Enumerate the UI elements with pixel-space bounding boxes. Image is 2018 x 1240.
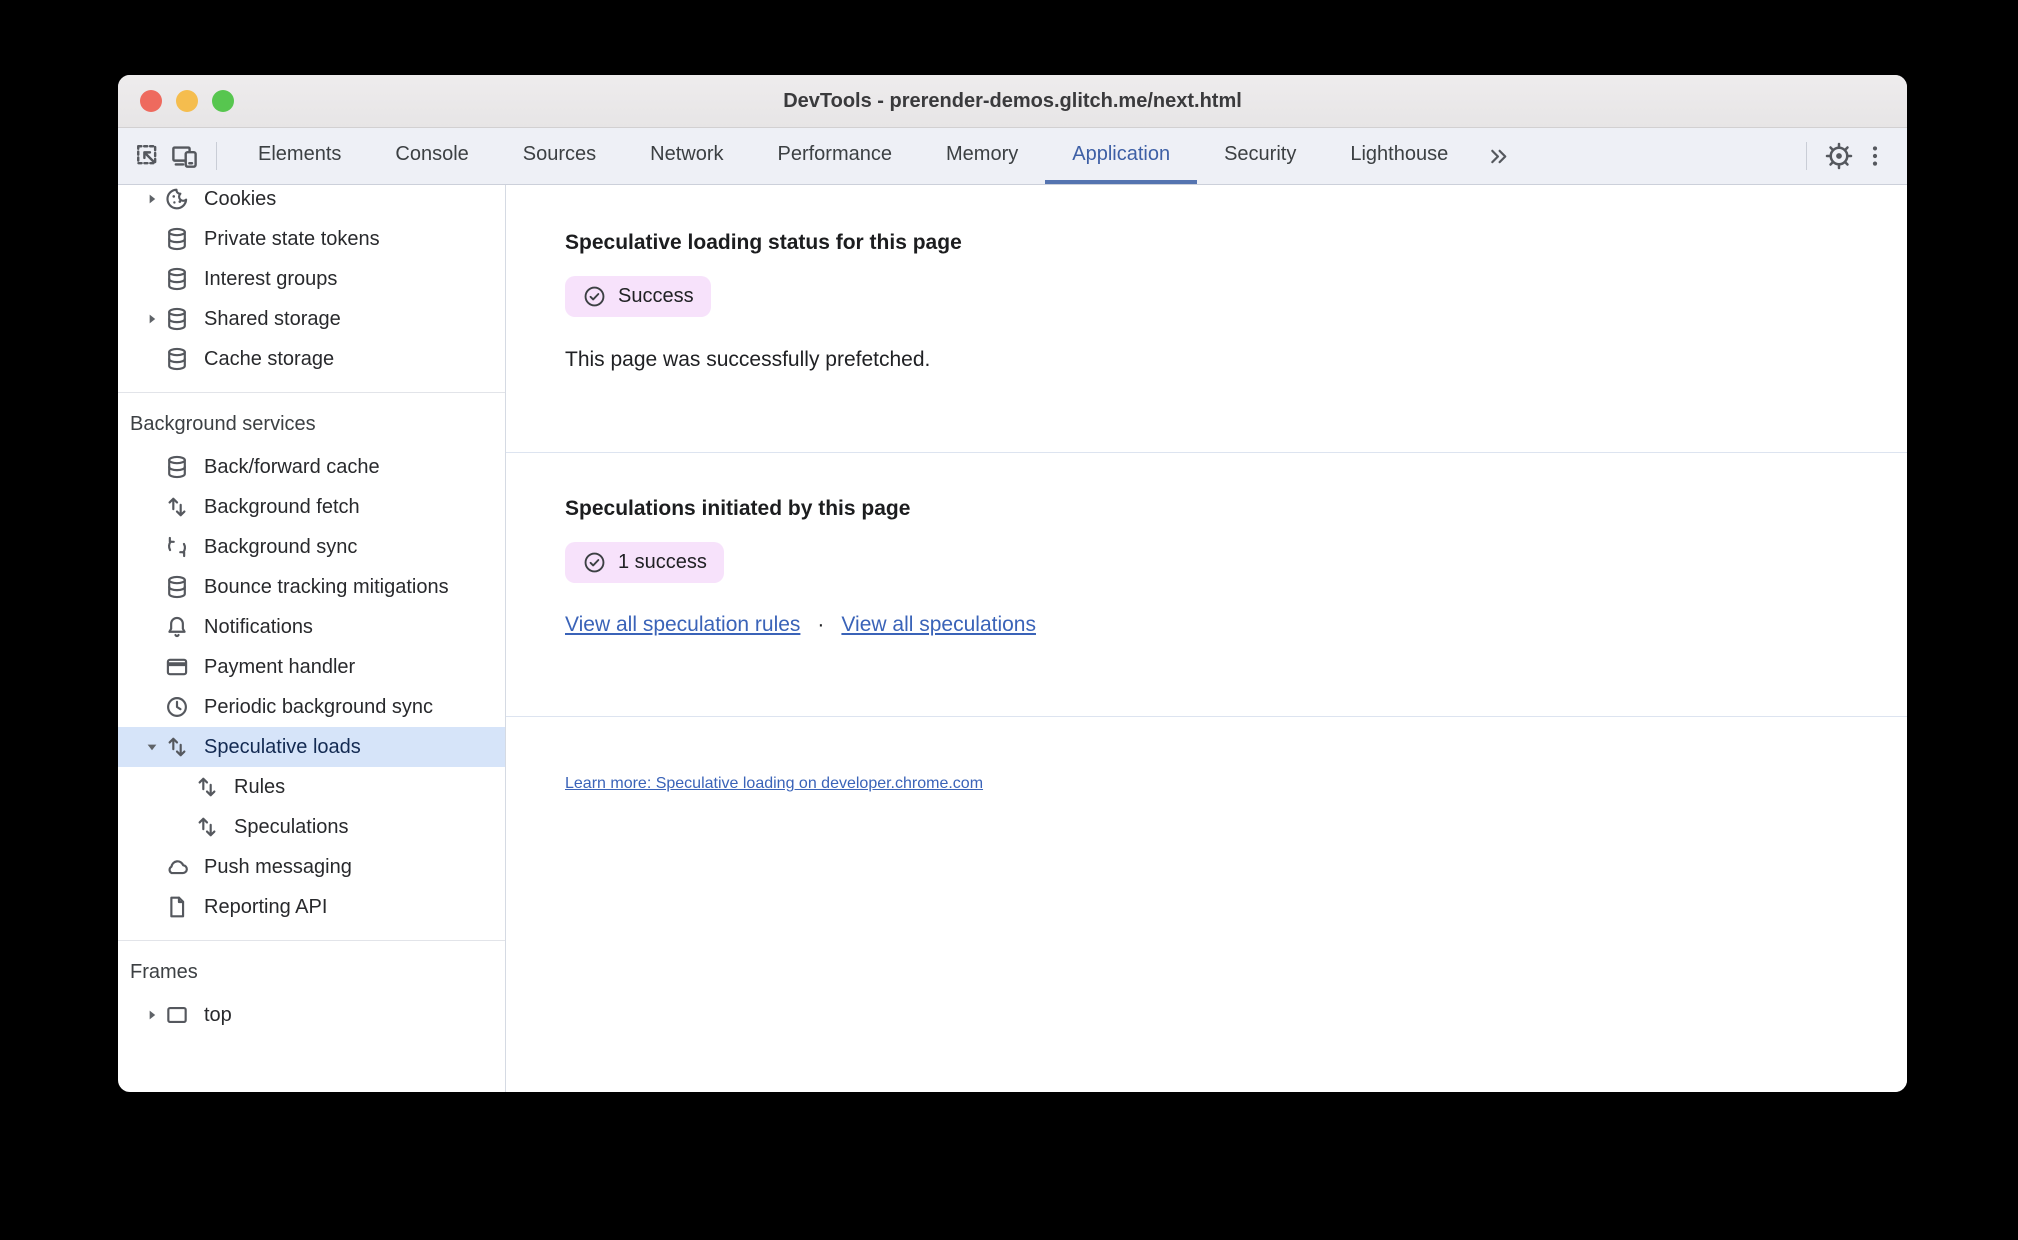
tabbar-left-tools <box>130 128 202 184</box>
sidebar-item-label: Cache storage <box>204 347 335 370</box>
window-controls <box>140 90 234 112</box>
sidebar-item-private-state-tokens[interactable] <box>118 219 505 259</box>
inspect-icon[interactable] <box>130 138 166 174</box>
cookie-icon <box>164 186 190 212</box>
sidebar-item-label: top <box>204 1003 232 1026</box>
view-speculation-rules-link[interactable]: View all speculation rules <box>565 613 801 636</box>
tabbar-divider <box>216 142 217 170</box>
devtools-window <box>118 75 1907 1092</box>
window-titlebar[interactable] <box>118 75 1907 128</box>
tab-elements[interactable]: Elements <box>258 142 342 165</box>
up-down-arrows-icon <box>194 774 220 800</box>
settings-gear-icon[interactable] <box>1821 138 1857 174</box>
sidebar-item-background-fetch[interactable] <box>118 487 505 527</box>
database-icon <box>164 266 190 292</box>
status-badge-label: Success <box>618 285 694 307</box>
learn-more-section <box>506 717 1907 793</box>
sidebar-item-reporting-api[interactable] <box>118 887 505 927</box>
sync-icon <box>164 534 190 560</box>
speculation-links <box>565 613 1907 637</box>
sidebar-item-bounce-tracking-mitigations[interactable] <box>118 567 505 607</box>
more-tabs-button[interactable] <box>1475 128 1522 184</box>
status-badge <box>565 276 711 317</box>
sidebar-item-cookies[interactable] <box>118 185 505 219</box>
window-title: DevTools - prerender-demos.glitch.me/next.html <box>783 89 1242 112</box>
triangle-right-icon[interactable] <box>142 312 162 326</box>
tabbar-right-tools <box>1792 128 1893 184</box>
view-speculations-link[interactable]: View all speculations <box>841 613 1036 636</box>
sidebar-item-label: Reporting API <box>204 895 328 918</box>
device-toolbar-icon[interactable] <box>166 138 202 174</box>
sidebar-item-label: Bounce tracking mitigations <box>204 575 449 598</box>
minimize-button[interactable] <box>176 90 198 112</box>
tab-security[interactable]: Security <box>1224 142 1297 165</box>
tab-sources[interactable]: Sources <box>522 142 597 165</box>
triangle-right-icon[interactable] <box>142 1008 162 1022</box>
learn-more-link[interactable]: Learn more: Speculative loading on developer.chrome.com <box>565 775 984 792</box>
payment-card-icon <box>164 654 190 680</box>
up-down-arrows-icon <box>164 734 190 760</box>
tab-application[interactable]: Application <box>1045 128 1197 184</box>
document-icon <box>164 894 190 920</box>
sidebar-section-divider <box>118 940 505 941</box>
tab-lighthouse[interactable]: Lighthouse <box>1350 142 1449 165</box>
section-heading: Speculations initiated by this page <box>565 497 911 520</box>
database-icon <box>164 454 190 480</box>
devtools-tabbar <box>118 128 1907 185</box>
sidebar-item-label: Background sync <box>204 535 358 558</box>
kebab-menu-icon[interactable] <box>1857 138 1893 174</box>
sidebar-item-label: Shared storage <box>204 307 341 330</box>
sidebar-item-speculative-loads[interactable] <box>118 727 505 767</box>
database-icon <box>164 346 190 372</box>
clock-icon <box>164 694 190 720</box>
sidebar-item-top[interactable] <box>118 995 505 1035</box>
frame-icon <box>164 1002 190 1028</box>
up-down-arrows-icon <box>164 494 190 520</box>
sidebar-section-header: Frames <box>130 960 198 983</box>
close-button[interactable] <box>140 90 162 112</box>
sidebar-item-speculations[interactable] <box>118 807 505 847</box>
sidebar-item-cache-storage[interactable] <box>118 339 505 379</box>
sidebar-item-back-forward-cache[interactable] <box>118 447 505 487</box>
sidebar-item-rules[interactable] <box>118 767 505 807</box>
speculations-count-badge <box>565 542 724 583</box>
zoom-button[interactable] <box>212 90 234 112</box>
tab-performance[interactable]: Performance <box>777 142 892 165</box>
sidebar-item-label: Payment handler <box>204 655 356 678</box>
section-heading: Speculative loading status for this page <box>565 231 962 254</box>
up-down-arrows-icon <box>194 814 220 840</box>
triangle-down-icon[interactable] <box>142 740 162 754</box>
sidebar-item-label: Private state tokens <box>204 227 380 250</box>
sidebar-item-push-messaging[interactable] <box>118 847 505 887</box>
triangle-right-icon[interactable] <box>142 192 162 206</box>
database-icon <box>164 574 190 600</box>
speculative-loads-panel <box>506 185 1907 1092</box>
tabbar-right-divider <box>1806 142 1807 170</box>
sidebar-item-label: Speculations <box>234 815 349 838</box>
database-icon <box>164 306 190 332</box>
tab-memory[interactable]: Memory <box>946 142 1019 165</box>
sidebar-item-label: Background fetch <box>204 495 360 518</box>
check-circle-icon <box>582 550 607 575</box>
sidebar-item-periodic-background-sync[interactable] <box>118 687 505 727</box>
database-icon <box>164 226 190 252</box>
sidebar-item-notifications[interactable] <box>118 607 505 647</box>
sidebar-item-background-sync[interactable] <box>118 527 505 567</box>
sidebar-item-label: Back/forward cache <box>204 455 380 478</box>
sidebar-item-label: Speculative loads <box>204 735 361 758</box>
speculations-badge-label: 1 success <box>618 551 707 573</box>
sidebar-item-label: Notifications <box>204 615 313 638</box>
links-separator: · <box>817 613 825 636</box>
check-circle-icon <box>582 284 607 309</box>
sidebar-item-shared-storage[interactable] <box>118 299 505 339</box>
sidebar-item-label: Periodic background sync <box>204 695 434 718</box>
tab-network[interactable]: Network <box>650 142 724 165</box>
speculations-section <box>506 453 1907 717</box>
tab-console[interactable]: Console <box>395 142 469 165</box>
sidebar-item-interest-groups[interactable] <box>118 259 505 299</box>
sidebar-section-header: Background services <box>130 412 316 435</box>
application-sidebar <box>118 185 506 1092</box>
loading-status-section <box>506 185 1907 453</box>
tab-strip <box>231 128 1475 184</box>
sidebar-section-divider <box>118 392 505 393</box>
bell-icon <box>164 614 190 640</box>
sidebar-item-label: Interest groups <box>204 267 338 290</box>
sidebar-item-label: Cookies <box>204 187 277 210</box>
sidebar-item-label: Rules <box>234 775 286 798</box>
sidebar-item-label: Push messaging <box>204 855 352 878</box>
sidebar-item-payment-handler[interactable] <box>118 647 505 687</box>
status-description: This page was successfully prefetched. <box>565 348 931 371</box>
cloud-icon <box>164 854 190 880</box>
